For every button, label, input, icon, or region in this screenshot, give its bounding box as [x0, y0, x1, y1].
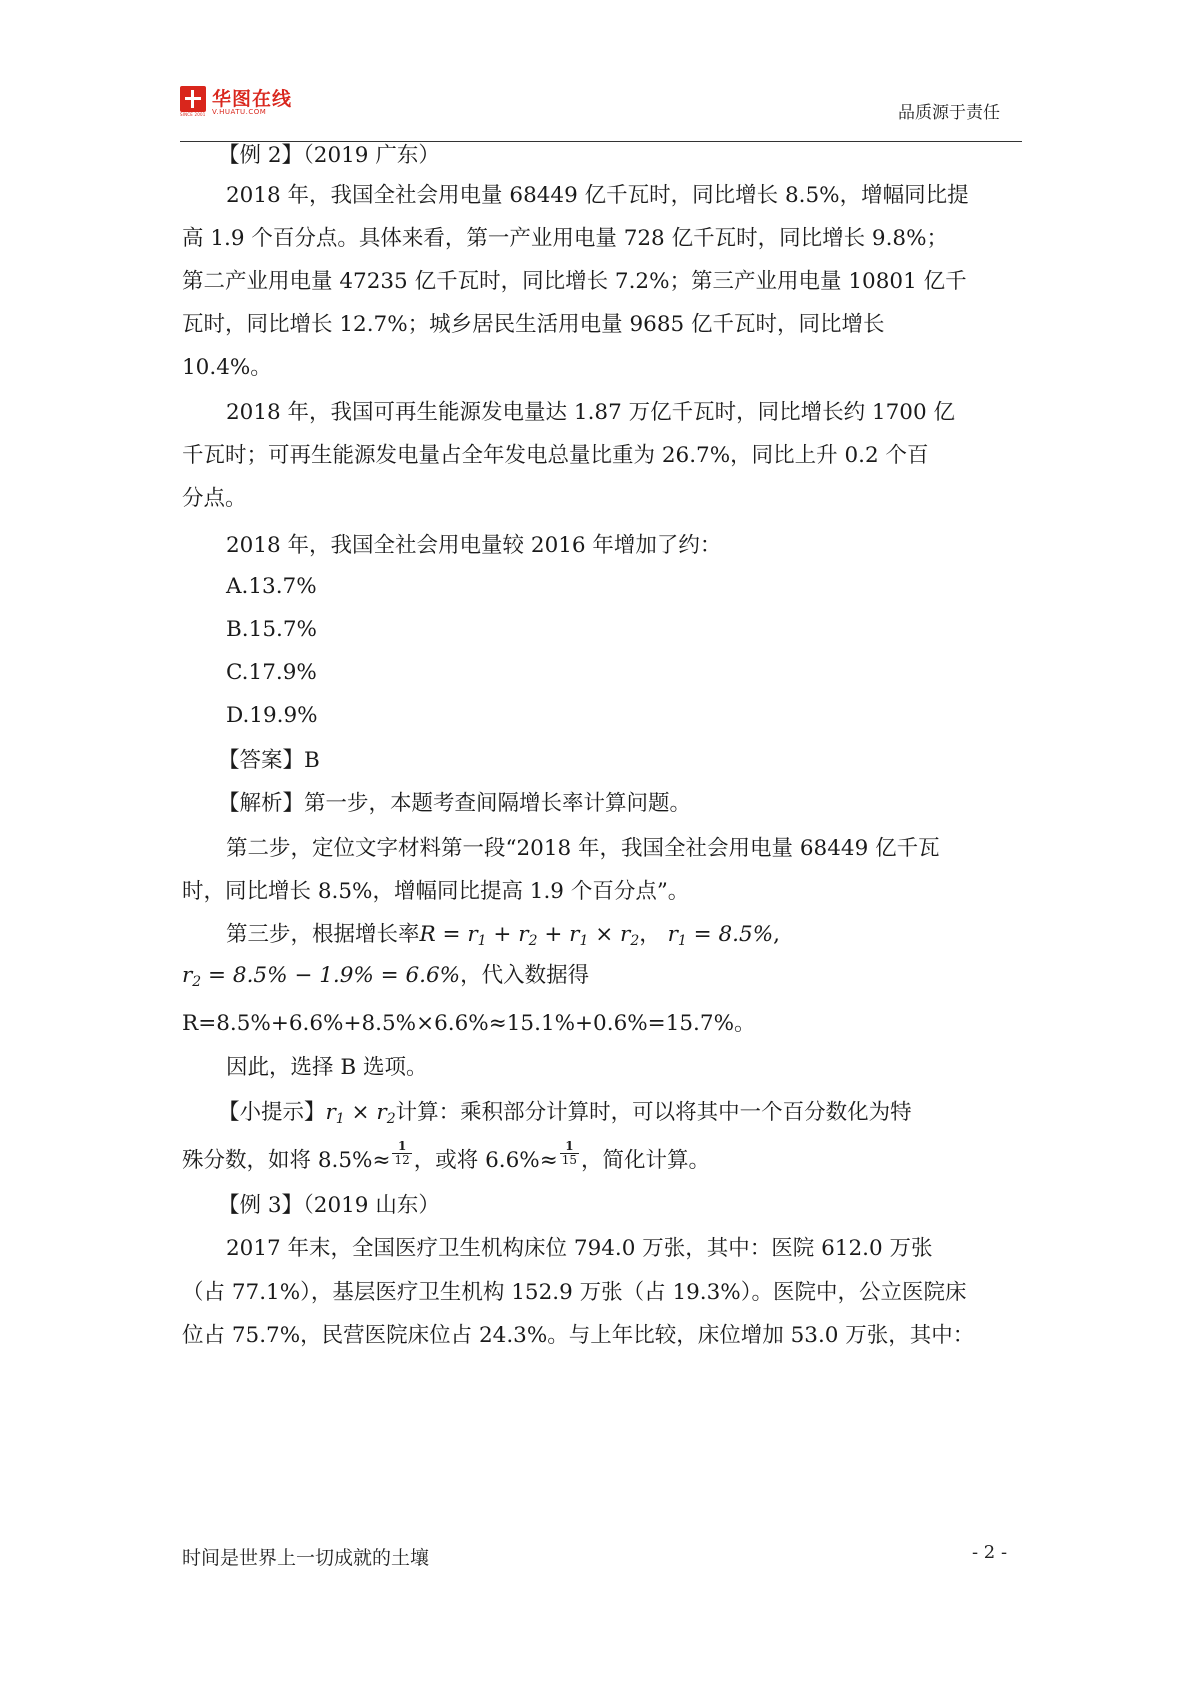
- fraction-1-15: [560, 1140, 579, 1167]
- paragraph-line: 时，同比增长 8.5%，增幅同比提高 1.9 个百分点”。: [182, 879, 690, 904]
- answer-value: B: [304, 748, 320, 773]
- tip-line: [218, 1095, 912, 1127]
- huatu-logo-icon: [180, 86, 206, 112]
- tip-text: ，或将 6.6%≈: [413, 1148, 558, 1173]
- header-slogan: 品质源于责任: [898, 103, 1000, 123]
- paragraph-line: 瓦时，同比增长 12.7%；城乡居民生活用电量 9685 亿千瓦时，同比增长: [182, 312, 885, 337]
- r2-formula: $r_2 = 8.5\% - 1.9\% = 6.6\%$: [182, 963, 461, 990]
- step-3-prefix: 第三步，根据增长率: [226, 922, 420, 947]
- tip-text: 计算：乘积部分计算时，可以将其中一个百分数化为特: [395, 1100, 912, 1125]
- tip-label: 【小提示】: [218, 1100, 326, 1125]
- paragraph-line: 千瓦时；可再生能源发电量占全年发电总量比重为 26.7%，同比上升 0.2 个百: [182, 443, 929, 468]
- fraction-denominator: 15: [561, 1152, 578, 1167]
- fraction-numerator: 1: [392, 1140, 411, 1154]
- question-text: 2018 年，我国全社会用电量较 2016 年增加了约：: [226, 533, 722, 558]
- paragraph-line: 位占 75.7%，民营医院床位占 24.3%。与上年比较，床位增加 53.0 万张，其中：: [182, 1323, 975, 1348]
- logo-url: V.HUATU.COM: [212, 108, 267, 116]
- step-3-line: 第三步，根据增长率$R = r_1 + r_2 + r_1 \times r_2$， $r_1 = 8.5\%$,: [226, 922, 780, 949]
- step-3-suffix: 代入数据得: [481, 963, 590, 988]
- option-d: D.19.9%: [226, 703, 318, 728]
- paragraph-line: 分点。: [182, 486, 247, 511]
- paragraph-line: 第二步，定位文字材料第一段“2018 年，我国全社会用电量 68449 亿千瓦: [226, 836, 940, 861]
- analysis-step-1: 第一步，本题考查间隔增长率计算问题。: [304, 791, 692, 816]
- r1-formula: $r_1 = 8.5\%$: [667, 922, 774, 949]
- fraction-denominator: 12: [394, 1152, 410, 1167]
- footer-motto: 时间是世界上一切成就的土壤: [182, 1547, 430, 1569]
- calculation-line: R=8.5%+6.6%+8.5%×6.6%≈15.1%+0.6%=15.7%。: [182, 1011, 756, 1036]
- paragraph-line: 10.4%。: [182, 355, 272, 380]
- logo-name: 华图在线: [212, 88, 293, 110]
- growth-formula: $R = r_1 + r_2 + r_1 \times r_2$: [419, 922, 640, 949]
- paragraph-line: 2018 年，我国可再生能源发电量达 1.87 万亿千瓦时，同比增长约 1700 亿: [226, 400, 955, 425]
- example-3-title: 【例 3】（2019 山东）: [218, 1193, 440, 1218]
- option-a: A.13.7%: [226, 574, 317, 599]
- paragraph-line: （占 77.1%），基层医疗卫生机构 152.9 万张（占 19.3%）。医院中，公立医院床: [182, 1280, 967, 1305]
- paragraph-line: 2017 年末，全国医疗卫生机构床位 794.0 万张，其中：医院 612.0 万张: [226, 1236, 933, 1261]
- analysis-label: 【解析】: [218, 791, 305, 816]
- paragraph-line: 高 1.9 个百分点。具体来看，第一产业用电量 728 亿千瓦时，同比增长 9.8%；: [182, 226, 949, 251]
- page-number: - 2 -: [972, 1542, 1008, 1563]
- option-b: B.15.7%: [226, 617, 317, 642]
- fraction-numerator: 1: [560, 1140, 579, 1154]
- r2-line: $r_2 = 8.5\% - 1.9\% = 6.6\%$，代入数据得: [182, 963, 590, 990]
- option-c: C.17.9%: [226, 660, 317, 685]
- paragraph-line: 第二产业用电量 47235 亿千瓦时，同比增长 7.2%；第三产业用电量 10801 亿千: [182, 269, 967, 294]
- conclusion-line: 因此，选择 B 选项。: [226, 1055, 428, 1080]
- example-2-title: 【例 2】（2019 广东）: [218, 143, 440, 168]
- tip-text: ，简化计算。: [581, 1148, 711, 1173]
- tip-line-2: [182, 1138, 711, 1175]
- analysis-line: [218, 786, 691, 817]
- fraction-1-12: [392, 1140, 411, 1167]
- logo-since: SINCE 2001: [180, 112, 206, 117]
- paragraph-line: 2018 年，我国全社会用电量 68449 亿千瓦时，同比增长 8.5%，增幅同比提: [226, 183, 969, 208]
- answer-label: 【答案】: [218, 748, 305, 773]
- page-header: [180, 84, 1020, 142]
- tip-formula: $r_1 \times r_2$: [325, 1100, 396, 1127]
- tip-text: 殊分数，如将 8.5%≈: [182, 1148, 391, 1173]
- answer-line: [218, 743, 320, 774]
